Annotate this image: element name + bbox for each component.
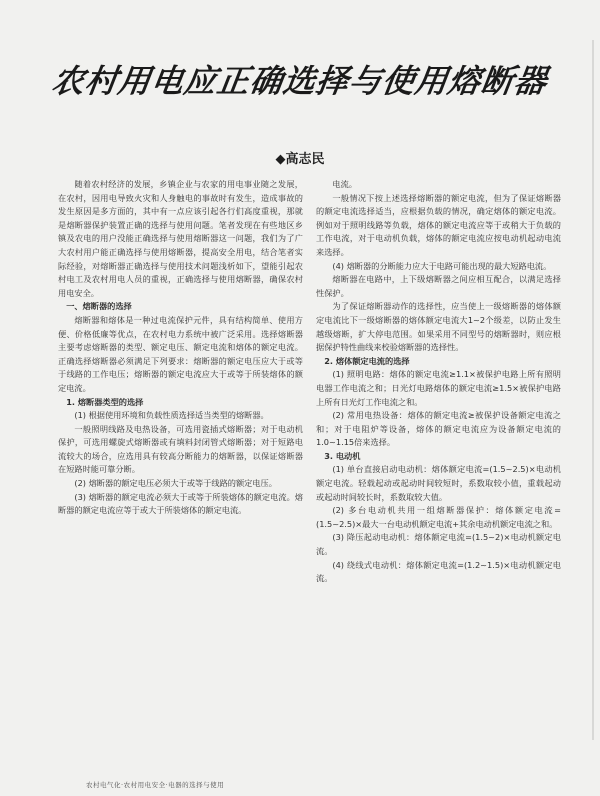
left-paragraph: 一般照明线路及电热设备，可选用瓷插式熔断器；对于电动机保护，可选用螺旋式熔断器或有填料封闭管式熔断器；对于短路电流较大的场合，应选用具有较高分断能力的熔断器，以保证熔断器在短路时能可靠分断。 (58, 423, 303, 475)
page-margin-line (592, 40, 594, 740)
right-paragraph: (2) 常用电热设备：熔体的额定电流≥被保护设备额定电流之和；对于电阻炉等设备，熔体的额定电流应为设备额定电流的1.0~1.15倍来选择。 (316, 410, 561, 448)
right-paragraph: (1) 单台直接启动电动机：熔体额定电流=(1.5~2.5)×电动机额定电流。轻载起动或起动时间较短时，系数取较小值，重载起动或起动时间较长时，系数取较大值。 (316, 464, 561, 502)
left-paragraph: 随着农村经济的发展，乡镇企业与农家的用电事业随之发展，在农村，因用电导致火灾和人身触电的事故时有发生，造成事故的发生原因是多方面的，其中有一点应该引起各行们高度重视，那就是熔断器保护装置正确的选择与使用问题。笔者发现在有些地区乡镇及农电的用户没能正确选择与使用熔断器这一问题，我们为了广大农村用户能正确选择与使用熔断器，提高安全用电，结合笔者实际经验，对熔断器正确选择与使用技术问题浅析如下，望能引起农村电工及农村用电人员的重视，正确选择与使用熔断器，确保农村用电安全。 (58, 179, 303, 298)
left-section-heading: 一、熔断器的选择 (66, 301, 132, 312)
right-paragraph: 熔断器在电路中，上下级熔断器之间应相互配合，以满足选择性保护。 (316, 274, 561, 298)
right-section-heading: 3. 电动机 (324, 450, 361, 461)
right-paragraph: 一般情况下按上述选择熔断器的额定电流，但为了保证熔断器的额定电流选择适当，应根据负载的情况，确定熔体的额定电流。例如对于照明线路等负载，熔体的额定电流应等于或稍大于负载的工作电流，对于电动机负载，熔体的额定电流应按电动机起动电流来选择。 (316, 192, 561, 257)
right-paragraph: (4) 熔断器的分断能力应大于电路可能出现的最大短路电流。 (332, 260, 552, 271)
left-paragraph: 熔断器和熔体是一种过电流保护元件，具有结构简单、使用方便、价格低廉等优点，在农村电力系统中被广泛采用。选择熔断器主要考虑熔断器的类型、额定电压、额定电流和熔体的额定电流。正确选择熔断器必须满足下列要求：熔断器的额定电压应大于或等于线路的工作电压；熔断器的额定电流应大于或等于所装熔体的额定电流。 (58, 314, 303, 393)
author-line: ◆高志民 (275, 152, 325, 167)
right-paragraph: (2) 多台电动机共用一组熔断器保护：熔体额定电流=(1.5~2.5)×最大一台电动机额定电流+其余电动机额定电流之和。 (316, 505, 561, 529)
right-column (316, 178, 561, 586)
footer-note: 农村电气化·农村用电安全·电器的选择与使用 (86, 781, 225, 789)
left-paragraph: (2) 熔断器的额定电压必须大于或等于线路的额定电压。 (74, 478, 277, 489)
left-paragraph: (3) 熔断器的额定电流必须大于或等于所装熔体的额定电流。熔断器的额定电流应等于或大于所装熔体的额定电流。 (58, 491, 303, 516)
right-paragraph: (4) 绕线式电动机：熔体额定电流=(1.2~1.5)×电动机额定电流。 (316, 559, 561, 584)
right-section-heading: 2. 熔体额定电流的选择 (324, 355, 410, 366)
left-section-heading: 1. 熔断器类型的选择 (66, 396, 144, 407)
right-paragraph: 为了保证熔断器动作的选择性，应当使上一级熔断器的熔体额定电流比下一级熔断器的熔体额定电流大1~2个级差，以防止发生越级熔断，扩大停电范围。如果采用不同型号的熔断器时，则应根据保护特性曲线来校验熔断器的选择性。 (316, 301, 561, 353)
left-paragraph: (1) 根据使用环境和负载性质选择适当类型的熔断器。 (74, 410, 269, 421)
left-column (58, 178, 303, 518)
right-paragraph: (1) 照明电路：熔体的额定电流≥1.1×被保护电路上所有照明电器工作电流之和；日光灯电路熔体的额定电流≥1.5×被保护电路上所有日光灯工作电流之和。 (316, 369, 561, 407)
page-title: 农村用电应正确选择与使用熔断器 (49, 62, 550, 100)
right-paragraph: (3) 降压起动电动机：熔体额定电流=(1.5~2)×电动机额定电流。 (316, 532, 561, 557)
right-paragraph: 电流。 (332, 179, 357, 189)
